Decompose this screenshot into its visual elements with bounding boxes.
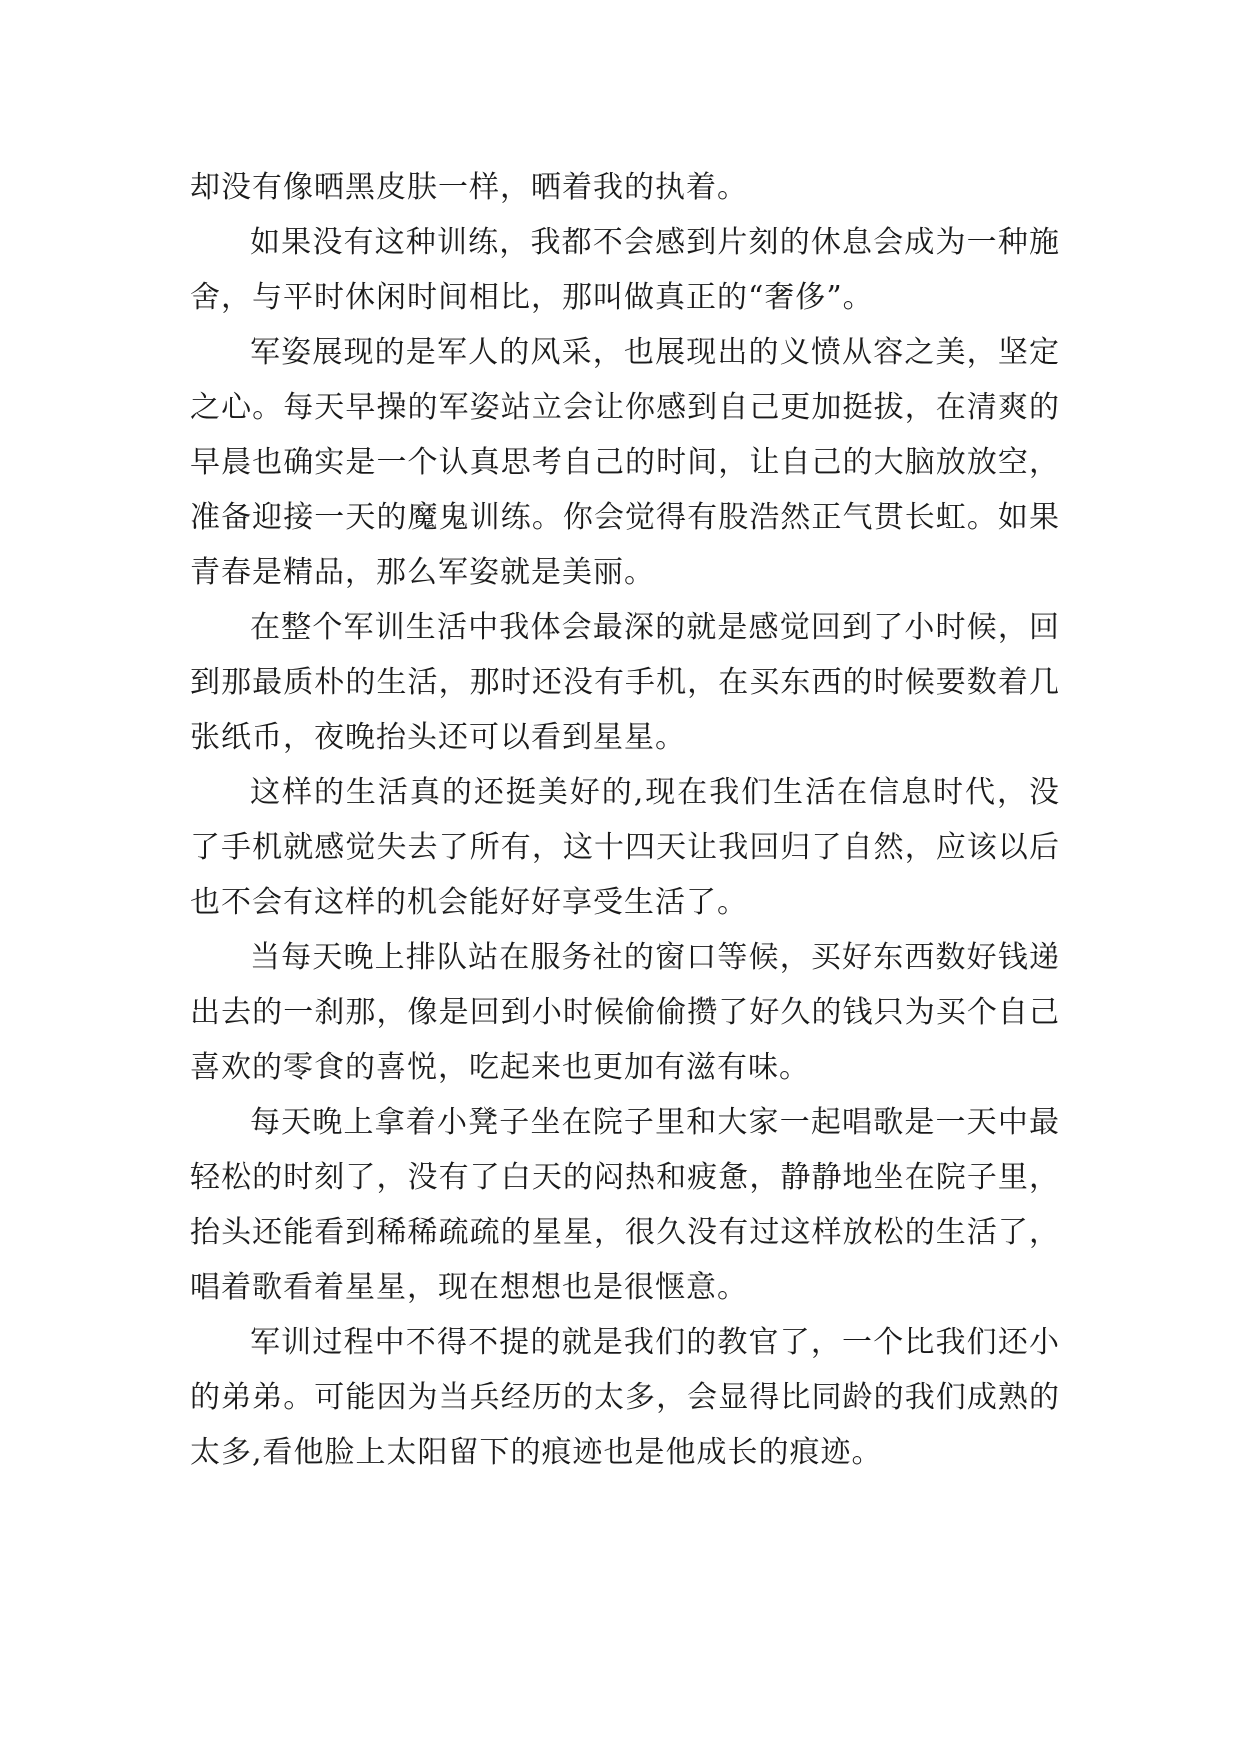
- paragraph-6: 当每天晚上排队站在服务社的窗口等候，买好东西数好钱递出去的一刹那，像是回到小时候偷偷攒了好久的钱只为买个自己喜欢的零食的喜悦，吃起来也更加有滋有味。: [190, 940, 1060, 1085]
- paragraph-7: 每天晚上拿着小凳子坐在院子里和大家一起唱歌是一天中最轻松的时刻了，没有了白天的闷热和疲惫，静静地坐在院子里，抬头还能看到稀稀疏疏的星星，很久没有过这样放松的生活了，唱着歌看着星星，现在想想也是很惬意。: [190, 1105, 1060, 1305]
- paragraph-2: 如果没有这种训练，我都不会感到片刻的休息会成为一种施舍，与平时休闲时间相比，那叫做真正的“奢侈”。: [190, 225, 1060, 315]
- paragraph-3: 军姿展现的是军人的风采，也展现出的义愤从容之美，坚定之心。每天早操的军姿站立会让你感到自己更加挺拔，在清爽的早晨也确实是一个认真思考自己的时间，让自己的大脑放放空，准备迎接一天的魔鬼训练。你会觉得有股浩然正气贯长虹。如果青春是精品，那么军姿就是美丽。: [190, 335, 1060, 590]
- paragraph-1: 却没有像晒黑皮肤一样，晒着我的执着。: [190, 170, 748, 205]
- paragraph-5: 这样的生活真的还挺美好的,现在我们生活在信息时代，没了手机就感觉失去了所有，这十四天让我回归了自然，应该以后也不会有这样的机会能好好享受生活了。: [190, 775, 1060, 920]
- paragraph-4: 在整个军训生活中我体会最深的就是感觉回到了小时候，回到那最质朴的生活，那时还没有手机，在买东西的时候要数着几张纸币，夜晚抬头还可以看到星星。: [190, 610, 1060, 755]
- document-body: [190, 160, 1060, 1480]
- paragraph-8: 军训过程中不得不提的就是我们的教官了，一个比我们还小的弟弟。可能因为当兵经历的太多，会显得比同龄的我们成熟的太多,看他脸上太阳留下的痕迹也是他成长的痕迹。: [190, 1325, 1060, 1470]
